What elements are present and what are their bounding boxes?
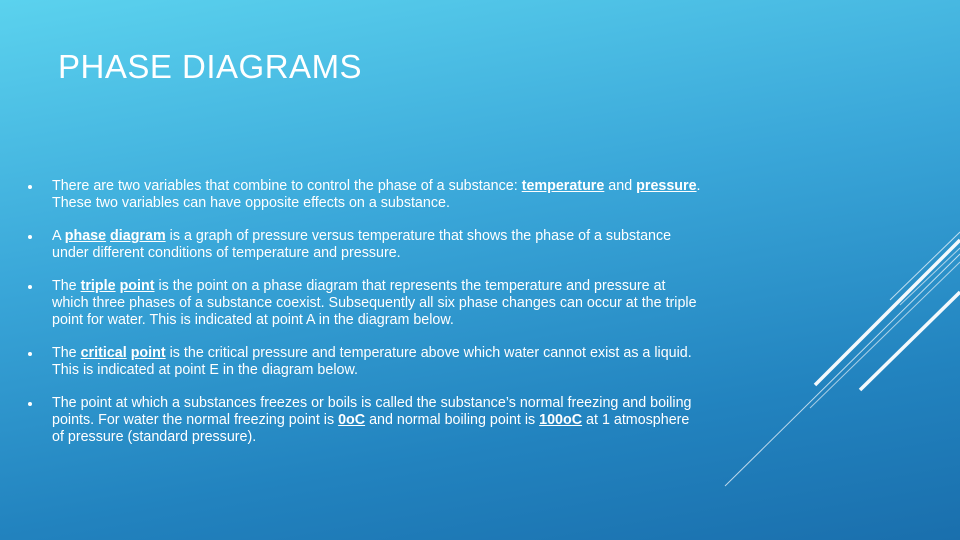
key-term: critical: [80, 345, 127, 361]
bullet-text: A: [52, 228, 65, 244]
bullet-item: [24, 228, 704, 262]
key-term: point: [119, 278, 155, 294]
bullet-item: [24, 178, 704, 212]
bullet-text: and normal boiling point is: [365, 412, 540, 428]
key-term: pressure: [636, 178, 697, 194]
bullet-text: The: [52, 345, 81, 361]
bullet-text: is the point on a phase diagram that represents the temperature and pressure at which three phases of a substance coexist. Subsequently all six phase changes can occur at the triple point for water. This is indicated at point A in the diagram below.: [52, 278, 697, 328]
bullet-text: and: [604, 178, 637, 194]
key-term: diagram: [110, 228, 166, 244]
key-term: 0oC: [338, 412, 366, 428]
key-term: temperature: [521, 178, 605, 194]
bullet-text: The point at which a substances freezes or boils is called the substance’s normal freezing and boiling points. For water the normal freezing point is: [52, 395, 692, 428]
bullet-dot-icon: [28, 352, 32, 356]
bullet-item: [24, 395, 704, 446]
bullet-dot-icon: [28, 235, 32, 239]
bullet-text: is a graph of pressure versus temperature that shows the phase of a substance under different conditions of temperature and pressure.: [52, 228, 672, 261]
bullet-text: There are two variables that combine to control the phase of a substance:: [52, 178, 522, 194]
slide-title: PHASE DIAGRAMS: [58, 48, 363, 85]
bullet-dot-icon: [28, 185, 32, 189]
key-term: triple: [80, 278, 116, 294]
key-term: phase: [64, 228, 107, 244]
bullet-text: The: [52, 278, 81, 294]
bullet-text: at 1 atmosphere of pressure (standard pressure).: [52, 412, 690, 445]
bullet-list: [24, 178, 704, 462]
bullet-dot-icon: [28, 285, 32, 289]
bullet-text: . These two variables can have opposite effects on a substance.: [52, 178, 701, 211]
bullet-text: is the critical pressure and temperature above which water cannot exist as a liquid. This is indicated at point E in the diagram below.: [52, 345, 692, 378]
bullet-item: [24, 345, 704, 379]
bullet-item: [24, 278, 704, 329]
key-term: 100oC: [539, 412, 583, 428]
key-term: point: [130, 345, 166, 361]
bullet-dot-icon: [28, 402, 32, 406]
